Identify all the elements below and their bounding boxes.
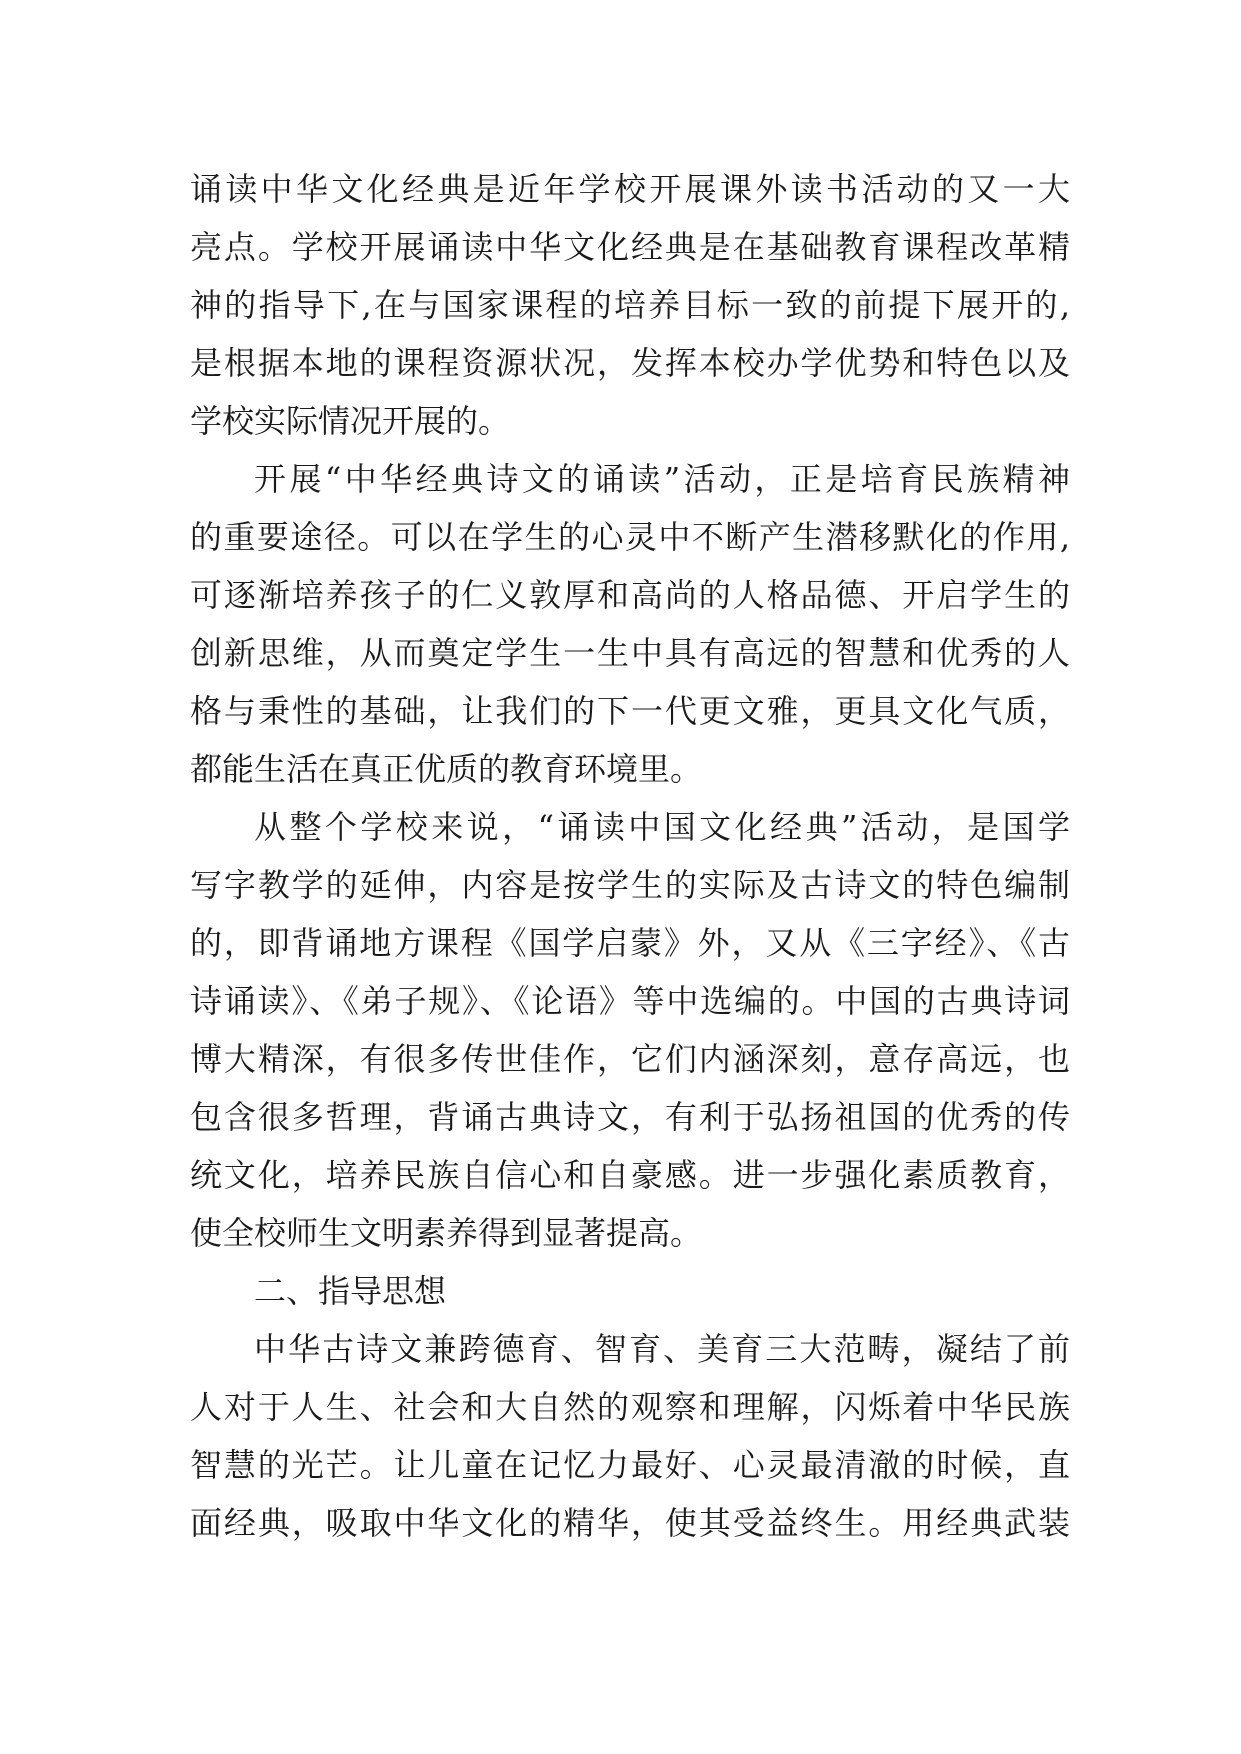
- text-line: 博大精深，有很多传世佳作，它们内涵深刻，意存高远，也: [190, 1040, 1070, 1078]
- text-line: 可逐渐培养孩子的仁义敦厚和高尚的人格品德、开启学生的: [190, 576, 1070, 614]
- text-line: 从整个学校来说，“诵读中国文化经典”活动，是国学: [254, 808, 1070, 846]
- text-line: 智慧的光芒。让儿童在记忆力最好、心灵最清澈的时候，直: [190, 1446, 1070, 1484]
- text-line: 神的指导下,在与国家课程的培养目标一致的前提下展开的,: [190, 286, 1070, 324]
- text-line: 都能生活在真正优质的教育环境里。: [190, 750, 703, 788]
- text-line: 的重要途径。可以在学生的心灵中不断产生潜移默化的作用,: [190, 518, 1070, 556]
- text-line: 诵读中华文化经典是近年学校开展课外读书活动的又一大: [190, 170, 1070, 208]
- text-line: 格与秉性的基础，让我们的下一代更文雅，更具文化气质，: [190, 692, 1070, 730]
- section-heading: 二、指导思想: [254, 1272, 447, 1310]
- text-line: 人对于人生、社会和大自然的观察和理解，闪烁着中华民族: [190, 1388, 1070, 1426]
- text-line: 创新思维，从而奠定学生一生中具有高远的智慧和优秀的人: [190, 634, 1070, 672]
- text-line: 是根据本地的课程资源状况，发挥本校办学优势和特色以及: [190, 344, 1070, 382]
- text-line: 的，即背诵地方课程《国学启蒙》外，又从《三字经》、《古: [190, 924, 1070, 962]
- text-line: 开展“中华经典诗文的诵读”活动，正是培育民族精神: [254, 460, 1070, 498]
- text-line: 中华古诗文兼跨德育、智育、美育三大范畴，凝结了前: [254, 1330, 1070, 1368]
- text-line: 亮点。学校开展诵读中华文化经典是在基础教育课程改革精: [190, 228, 1070, 266]
- text-line: 面经典，吸取中华文化的精华，使其受益终生。用经典武装: [190, 1504, 1070, 1542]
- text-line: 使全校师生文明素养得到显著提高。: [190, 1214, 703, 1252]
- text-line: 写字教学的延伸，内容是按学生的实际及古诗文的特色编制: [190, 866, 1070, 904]
- document-body: [190, 160, 1070, 1552]
- text-line: 诗诵读》、《弟子规》、《论语》等中选编的。中国的古典诗词: [190, 982, 1070, 1020]
- text-line: 学校实际情况开展的。: [190, 402, 511, 440]
- text-line: 包含很多哲理，背诵古典诗文，有利于弘扬祖国的优秀的传: [190, 1098, 1070, 1136]
- text-line: 统文化，培养民族自信心和自豪感。进一步强化素质教育，: [190, 1156, 1070, 1194]
